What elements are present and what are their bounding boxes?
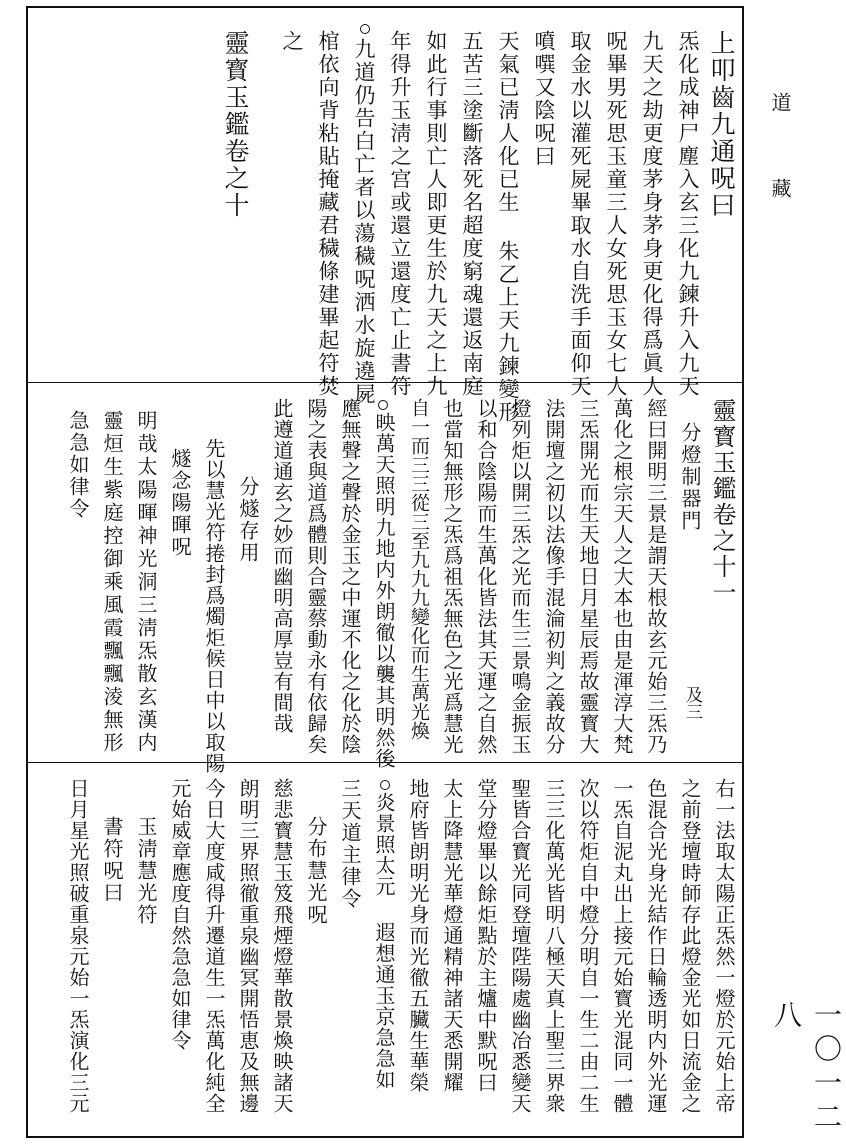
text-column: 年得升玉淸之宫或還立還度亡止書符 <box>388 30 412 398</box>
text-column: 慈悲寳慧玉笈飛煙燈華散景煥映諸天 <box>270 778 294 1114</box>
text-column: 一炁自泥丸出上接元始寳光混同一體 <box>610 778 634 1114</box>
text-column: 明哉太陽暉神光洞三淸炁散玄漢内 <box>134 410 158 755</box>
section-circle-mark <box>360 24 370 34</box>
chapter-title: 靈寳玉鑑卷之十一 <box>708 398 736 606</box>
text-column: 法開壇之初以法像手混淪初判之義故分 <box>542 398 566 755</box>
side-label-dao: 道 <box>768 92 792 112</box>
text-column: 地府皆朗明光身而光徹五臟生華榮 <box>406 778 430 1093</box>
text-column: 應無聲之聲於金玉之中運不化之化於陰 <box>338 398 362 755</box>
panel-divider-top <box>26 382 744 383</box>
text-column: 取金水以灌死屍畢取水自洗手面仰天 <box>568 30 592 398</box>
text-column: 太上降慧光華燈通精神諸天悉開耀 <box>440 778 464 1093</box>
text-column: 三天道主律令 <box>338 778 362 910</box>
text-column: 炁化成神尸塵入玄三化九鍊升入九天 <box>676 30 700 398</box>
text-column: 之前登壇時師存此燈金光如日流金之 <box>678 778 702 1114</box>
author-note: 及三 <box>682 686 702 720</box>
section-circle-mark <box>378 400 388 410</box>
section-circle-mark <box>380 780 390 790</box>
panel-top <box>30 8 740 424</box>
text-column: 映萬天照明九地内外朗徹以襲其明然後 <box>372 412 396 769</box>
panel-middle <box>30 386 740 774</box>
text-column: 堂分燈畢以餘炬點於主爐中默呪曰 <box>474 778 498 1093</box>
text-column: 也當知無形之炁爲祖炁無色之光爲慧光 <box>440 398 464 755</box>
text-column: 呪畢男死思玉童三人女死思玉女七人 <box>604 30 628 398</box>
text-column: 九天之劫更度茅身茅身更化得爲眞人 <box>640 30 664 398</box>
text-column: 天氣已淸人化已生 朱乙上天九鍊變形 <box>496 30 520 424</box>
text-column: 右一法取太陽正炁然一燈於元始上帝 <box>712 778 736 1114</box>
text-column: 以和合陰陽而生萬化皆法其天運之自然 <box>474 398 498 755</box>
text-column: 棺依向背粘貼掩藏君穢條建畢起符焚 <box>316 30 340 398</box>
text-column: 書符呪曰 <box>100 816 124 904</box>
subsection-title: 分燧存用 <box>236 476 260 564</box>
text-column: 三炁開光而生天地日月星辰焉故靈寳大 <box>576 398 600 755</box>
text-column: 朗明三界照徹重泉幽冥開悟恵及無邊 <box>236 778 260 1114</box>
text-column: 三三化萬光皆明八極天真上聖三界衆 <box>542 778 566 1114</box>
text-column: 燧念陽暉呪 <box>168 448 192 558</box>
text-column: 日月星光照破重泉元始一炁演化三元 <box>66 778 90 1114</box>
text-column: 今日大度咸得升遷道生一炁萬化純全 <box>202 778 226 1114</box>
text-column: 噴噀又陰呪曰 <box>532 30 556 168</box>
text-column: 萬化之根宗天人之大本也由是渾淳大梵 <box>610 398 634 755</box>
side-label-zang: 藏 <box>768 178 792 198</box>
text-column: 燈列炬以開三炁之光而生三景鳴金振玉 <box>508 398 532 755</box>
text-column: 九道仍告白亡者以蕩穢呪洒水旋遶屍 <box>352 38 376 406</box>
text-column: 如此行事則亡人即更生於九天之上九 <box>424 30 448 398</box>
text-column: 靈烜生紫庭控御乘風霞飄飄淩無形 <box>100 410 124 755</box>
text-column: 經曰開明三景是謂天根故玄元始三炁乃 <box>644 398 668 755</box>
text-column: 自一而三三從三至九九九變化而生萬光煥 <box>408 398 430 740</box>
text-column: 此遵道通玄之妙而幽明高厚豈有間哉 <box>270 398 294 734</box>
text-column: 急急如律令 <box>66 410 90 520</box>
section-title: 分燈制器門 <box>678 422 702 532</box>
text-column: 陽之表與道爲體則合靈蔡動永有依歸矣 <box>304 398 328 755</box>
text-column: 元始威章應度自然急急如律令 <box>168 778 192 1051</box>
text-column: 先以慧光符捲封爲燭炬候日中以取陽 <box>202 438 226 774</box>
panel-bottom <box>30 766 740 1134</box>
text-column: 聖皆合寳光同登壇陛陽處幽冶悉變天 <box>508 778 532 1114</box>
subsection-title: 分布慧光呪 <box>304 816 328 926</box>
text-column: 之 <box>280 30 304 53</box>
text-column: 色混合光身光結作日輪透明内外光運 <box>644 778 668 1114</box>
chapter-end-title: 靈寳玉鑑卷之十 <box>221 30 250 219</box>
talisman-title: 玉淸慧光符 <box>134 816 158 926</box>
page-number: 一〇一二八 <box>770 1000 843 1136</box>
text-column: 五苦三塗斷落死名超度窮魂還返南庭 <box>460 30 484 398</box>
text-column: 炎景照太元 遐想通玉京急急如 <box>372 792 396 1090</box>
text-column: 上叩齒九通呪曰 <box>707 30 736 219</box>
text-column: 次以符炬自中燈分明自一生二由二生 <box>576 778 600 1114</box>
